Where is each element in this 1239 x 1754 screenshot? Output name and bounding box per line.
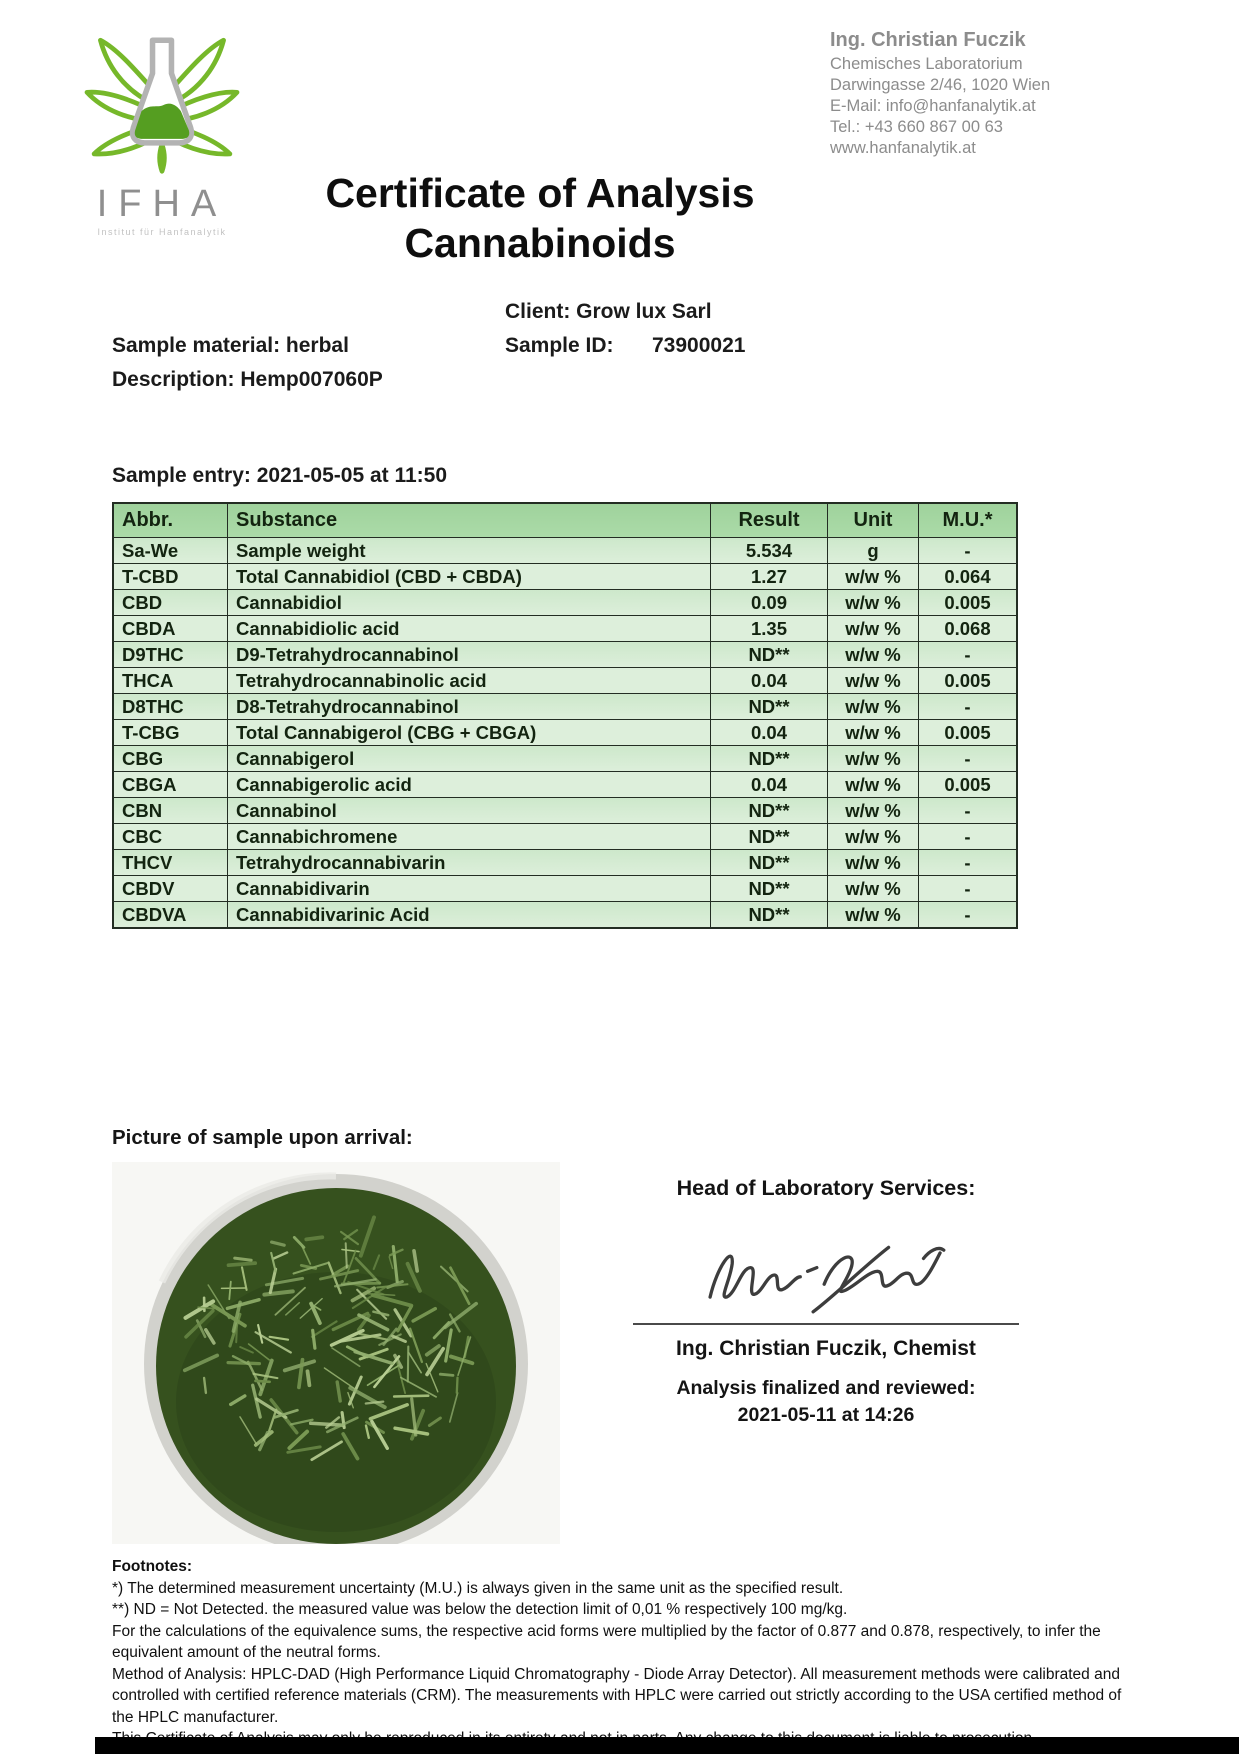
table-cell: - xyxy=(919,824,1018,850)
table-cell: Cannabichromene xyxy=(228,824,711,850)
table-cell: w/w % xyxy=(828,746,919,772)
table-cell: CBG xyxy=(113,746,228,772)
contact-website: www.hanfanalytik.at xyxy=(830,139,976,157)
table-row xyxy=(113,694,1017,720)
table-cell: CBDA xyxy=(113,616,228,642)
table-cell: ND** xyxy=(711,642,828,668)
table-cell: ND** xyxy=(711,824,828,850)
signature-heading: Head of Laboratory Services: xyxy=(676,1176,976,1200)
table-cell: w/w % xyxy=(828,798,919,824)
sample-photo xyxy=(112,1162,560,1544)
table-cell: THCA xyxy=(113,668,228,694)
contact-name: Ing. Christian Fuczik xyxy=(830,29,1026,51)
table-row xyxy=(113,590,1017,616)
table-cell: - xyxy=(919,798,1018,824)
table-cell: CBDV xyxy=(113,876,228,902)
table-cell: ND** xyxy=(711,902,828,929)
table-cell: 5.534 xyxy=(711,538,828,564)
results-table xyxy=(112,502,1018,929)
lab-contact-block xyxy=(830,30,1050,159)
table-cell: w/w % xyxy=(828,772,919,798)
table-cell: - xyxy=(919,642,1018,668)
table-row xyxy=(113,850,1017,876)
contact-phone: Tel.: +43 660 867 00 63 xyxy=(830,118,1003,136)
results-table-head xyxy=(113,503,1017,538)
logo-subtitle: Institut für Hanfanalytik xyxy=(97,227,227,237)
table-row xyxy=(113,616,1017,642)
table-row xyxy=(113,720,1017,746)
column-header-substance: Substance xyxy=(228,503,711,538)
table-cell: w/w % xyxy=(828,824,919,850)
table-cell: 0.09 xyxy=(711,590,828,616)
table-cell: 0.005 xyxy=(919,772,1018,798)
table-cell: CBD xyxy=(113,590,228,616)
table-cell: Total Cannabidiol (CBD + CBDA) xyxy=(228,564,711,590)
table-cell: - xyxy=(919,902,1018,929)
contact-email: E-Mail: info@hanfanalytik.at xyxy=(830,97,1036,115)
table-cell: w/w % xyxy=(828,668,919,694)
table-cell: w/w % xyxy=(828,850,919,876)
hemp-flask-logo-icon xyxy=(82,26,242,176)
signature-line xyxy=(633,1323,1019,1325)
bottom-scan-bar xyxy=(95,1737,1239,1754)
table-cell: Cannabigerol xyxy=(228,746,711,772)
footnote-line: Method of Analysis: HPLC-DAD (High Performance Liquid Chromatography - Diode Array Detector). All measurement methods were calibrated and controlled with certified reference materials (CRM). The measurements with HPLC were carried out strictly according to the USA certified method of the HPLC manufacturer. xyxy=(112,1665,1122,1726)
table-row xyxy=(113,798,1017,824)
table-cell: Cannabidiolic acid xyxy=(228,616,711,642)
table-cell: THCV xyxy=(113,850,228,876)
table-cell: w/w % xyxy=(828,564,919,590)
sample-material-line: Sample material: herbal xyxy=(112,334,349,357)
table-cell: 1.27 xyxy=(711,564,828,590)
table-cell: ND** xyxy=(711,798,828,824)
contact-lab: Chemisches Laboratorium xyxy=(830,55,1023,73)
table-cell: w/w % xyxy=(828,876,919,902)
table-cell: Cannabinol xyxy=(228,798,711,824)
footnote-line: For the calculations of the equivalence sums, the respective acid forms were multiplied by the factor of 0.877 and 0.878, respectively, to infer the equivalent amount of the neutral forms. xyxy=(112,1622,1101,1661)
finalized-label: Analysis finalized and reviewed: xyxy=(676,1377,976,1399)
table-row xyxy=(113,642,1017,668)
footnotes-list xyxy=(112,1578,1146,1750)
table-cell: w/w % xyxy=(828,694,919,720)
page-title xyxy=(150,168,930,268)
logo-acronym: IFHA xyxy=(96,183,228,225)
footnotes-section xyxy=(112,1556,1146,1750)
table-cell: - xyxy=(919,876,1018,902)
table-cell: Sa-We xyxy=(113,538,228,564)
table-cell: - xyxy=(919,850,1018,876)
table-cell: 0.04 xyxy=(711,668,828,694)
table-cell: CBDVA xyxy=(113,902,228,929)
finalized-date: 2021-05-11 at 14:26 xyxy=(737,1404,915,1426)
footnotes-heading: Footnotes: xyxy=(112,1558,193,1575)
signer-name: Ing. Christian Fuczik, Chemist xyxy=(676,1337,976,1360)
table-cell: g xyxy=(828,538,919,564)
table-cell: w/w % xyxy=(828,720,919,746)
table-cell: 0.04 xyxy=(711,720,828,746)
table-cell: CBC xyxy=(113,824,228,850)
table-cell: D9-Tetrahydrocannabinol xyxy=(228,642,711,668)
table-row xyxy=(113,876,1017,902)
table-cell: 0.04 xyxy=(711,772,828,798)
table-cell: Cannabigerolic acid xyxy=(228,772,711,798)
table-cell: ND** xyxy=(711,850,828,876)
table-row xyxy=(113,668,1017,694)
table-cell: Sample weight xyxy=(228,538,711,564)
sample-id-value: 73900021 xyxy=(652,334,746,357)
table-cell: Cannabidiol xyxy=(228,590,711,616)
table-cell: D9THC xyxy=(113,642,228,668)
table-cell: 0.068 xyxy=(919,616,1018,642)
table-row xyxy=(113,746,1017,772)
table-row xyxy=(113,564,1017,590)
table-cell: Cannabidivarin xyxy=(228,876,711,902)
results-table-body xyxy=(113,538,1017,929)
page-title-line1: Certificate of Analysis xyxy=(325,170,755,216)
table-cell: w/w % xyxy=(828,590,919,616)
table-cell: 1.35 xyxy=(711,616,828,642)
sample-id-label: Sample ID: xyxy=(505,334,614,357)
table-cell: CBN xyxy=(113,798,228,824)
table-cell: w/w % xyxy=(828,616,919,642)
client-line: Client: Grow lux Sarl xyxy=(505,300,712,323)
column-header-mu: M.U.* xyxy=(919,503,1018,538)
table-cell: w/w % xyxy=(828,642,919,668)
table-cell: - xyxy=(919,746,1018,772)
signature-block xyxy=(633,1176,1019,1427)
column-header-result: Result xyxy=(711,503,828,538)
table-cell: T-CBG xyxy=(113,720,228,746)
table-cell: Tetrahydrocannabivarin xyxy=(228,850,711,876)
table-cell: ND** xyxy=(711,694,828,720)
table-cell: w/w % xyxy=(828,902,919,929)
table-header-row xyxy=(113,503,1017,538)
table-cell: 0.005 xyxy=(919,720,1018,746)
table-cell: 0.005 xyxy=(919,590,1018,616)
table-cell: Tetrahydrocannabinolic acid xyxy=(228,668,711,694)
table-row xyxy=(113,538,1017,564)
table-cell: T-CBD xyxy=(113,564,228,590)
table-cell: Total Cannabigerol (CBG + CBGA) xyxy=(228,720,711,746)
table-cell: - xyxy=(919,694,1018,720)
table-cell: Cannabidivarinic Acid xyxy=(228,902,711,929)
column-header-unit: Unit xyxy=(828,503,919,538)
table-row xyxy=(113,824,1017,850)
footnote-line: **) ND = Not Detected. the measured value was below the detection limit of 0,01 % respectively 100 mg/kg. xyxy=(112,1601,848,1618)
table-cell: CBGA xyxy=(113,772,228,798)
description-line: Description: Hemp007060P xyxy=(112,368,383,391)
table-cell: 0.064 xyxy=(919,564,1018,590)
footnote-line: *) The determined measurement uncertainty (M.U.) is always given in the same unit as the specified result. xyxy=(112,1579,844,1597)
table-cell: ND** xyxy=(711,876,828,902)
photo-caption: Picture of sample upon arrival: xyxy=(112,1126,413,1149)
page-title-line2: Cannabinoids xyxy=(404,220,676,266)
column-header-abbr: Abbr. xyxy=(113,503,228,538)
table-cell: D8-Tetrahydrocannabinol xyxy=(228,694,711,720)
table-cell: 0.005 xyxy=(919,668,1018,694)
table-row xyxy=(113,772,1017,798)
table-cell: - xyxy=(919,538,1018,564)
table-cell: D8THC xyxy=(113,694,228,720)
contact-address: Darwingasse 2/46, 1020 Wien xyxy=(830,76,1051,94)
table-cell: ND** xyxy=(711,746,828,772)
sample-bowl-image xyxy=(112,1162,560,1544)
sample-entry-line: Sample entry: 2021-05-05 at 11:50 xyxy=(112,464,448,487)
signature-icon xyxy=(686,1229,966,1321)
table-row xyxy=(113,902,1017,929)
